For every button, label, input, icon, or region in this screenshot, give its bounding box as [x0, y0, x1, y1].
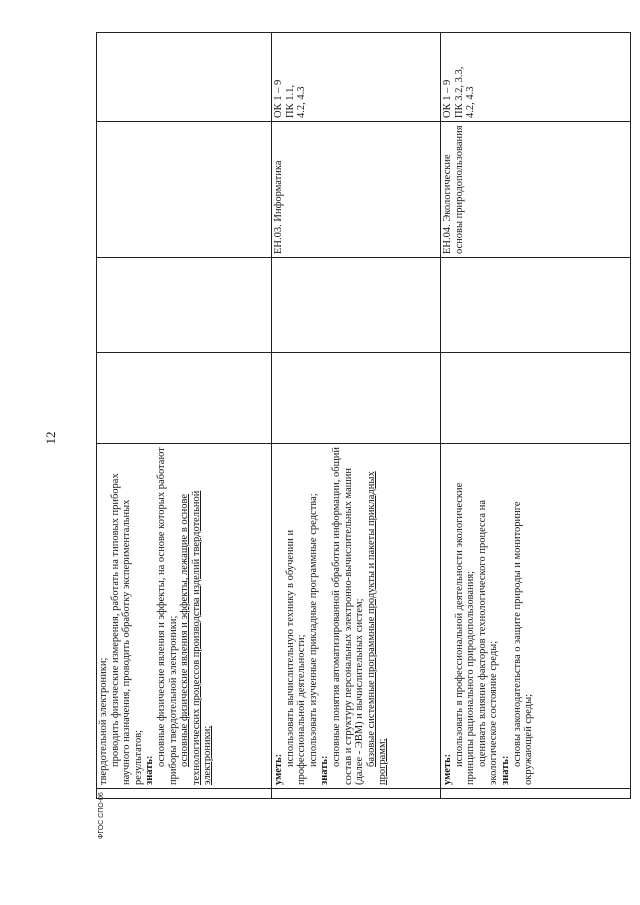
index-cell [272, 789, 441, 799]
empty-cell-b [97, 258, 272, 353]
index-cell [441, 789, 631, 799]
skills-knowledge-cell [441, 444, 631, 789]
competences-cell [97, 33, 272, 122]
cell-text-line: уметь: [273, 753, 284, 785]
curriculum-table [96, 32, 631, 799]
empty-cell-a [272, 353, 441, 444]
table-row [272, 33, 441, 799]
discipline-cell [97, 122, 272, 258]
empty-cell-a [441, 353, 631, 444]
cell-text-line: оценивать влияние факторов технологического процесса на экологическое состояние среды; [476, 499, 500, 785]
empty-cell-a [97, 353, 272, 444]
cell-text-line: основные физические явления и эффекты, лежащие в основе технологических процессов производства изделий твердотельной электроники; [179, 490, 214, 785]
skills-knowledge-cell [272, 444, 441, 789]
cell-text-line: проводить физические измерения, работать на типовых приборах научного назначения, проводить обработку экспериментальных результатов; [109, 473, 144, 785]
empty-cell-b [272, 258, 441, 353]
cell-text-line: базовые системные программные продукты и пакеты прикладных программ; [365, 471, 389, 785]
cell-text-line: использовать в профессиональной деятельности экологические принципы рационального природопользования; [453, 482, 477, 785]
cell-text-line: основные физические явления и эффекты, на основе которых работают приборы твердотельной электроники; [155, 447, 179, 785]
cell-text-line: знать: [499, 755, 511, 785]
competences-cell: ОК 1 – 9 ПК 3.2, 3.3, 4.2, 4.3 [441, 33, 631, 122]
cell-text-line: основные понятия автоматизированной обработки информации, общий состав и структуру персональных электронно-вычислительных машин (далее - ЭВМ) и вычислительных систем; [330, 447, 366, 785]
competences-cell: ОК 1 – 9 ПК 1.1, 4.2, 4.3 [272, 33, 441, 122]
cell-text-line: знать: [144, 755, 156, 785]
cell-text-line: твердотельной электроники; [98, 657, 109, 785]
cell-text-line: основы законодательства о защите природы и мониторинге окружающей среды; [511, 501, 535, 785]
table-row [441, 33, 631, 799]
cell-text-line: использовать изученные прикладные программные средства; [307, 493, 319, 767]
cell-text-line: использовать вычислительную технику в обучении и профессиональной деятельности; [284, 529, 308, 785]
discipline-cell: ЕН.03. Информатика [272, 122, 441, 258]
cell-text-line: знать: [319, 755, 331, 785]
discipline-cell: ЕН.04. Экологические основы природопользования [441, 122, 631, 258]
cell-text-line: уметь: [442, 753, 453, 785]
footer-label: ФГОС СПО-06 [98, 792, 105, 839]
table-row [97, 33, 272, 799]
skills-knowledge-cell [97, 444, 272, 789]
rotated-table-wrapper [96, 33, 630, 799]
page-number: 12 [43, 431, 58, 445]
empty-cell-b [441, 258, 631, 353]
index-cell [97, 789, 272, 799]
